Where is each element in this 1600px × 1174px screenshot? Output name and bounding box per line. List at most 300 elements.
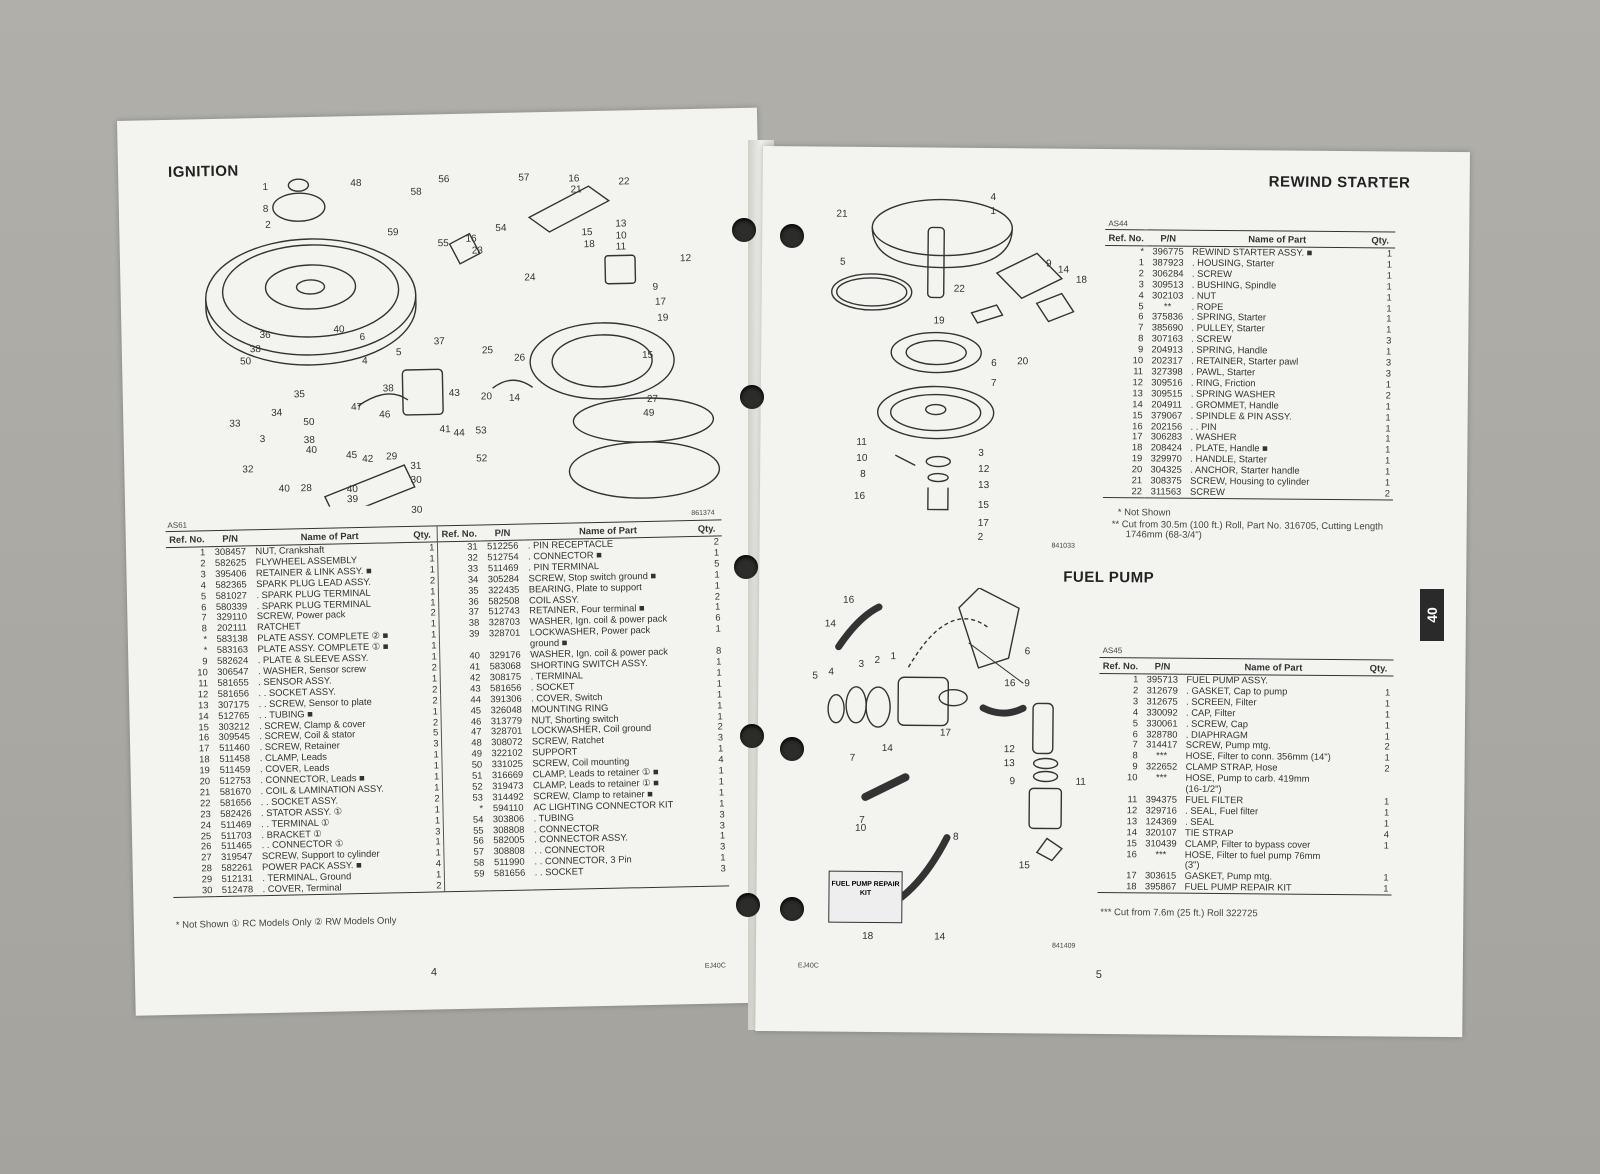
table-cell: CLAMP, Leads to retainer ① ■ (532, 765, 659, 780)
section-tab-label: 40 (1423, 607, 1440, 623)
callout: 7 (990, 377, 997, 390)
table-cell: 1 (1386, 247, 1393, 259)
col-name: Name of Part (524, 521, 691, 540)
table-cell: FUEL FILTER (1185, 793, 1244, 806)
callout: 16 (465, 233, 477, 245)
table-cell: 2 (200, 557, 206, 569)
table-cell: CLAMP STRAP, Hose (1185, 760, 1278, 773)
table-cell: 1 (429, 541, 435, 553)
table-cell: * (203, 633, 208, 645)
table-cell: HOSE, Filter to conn. 356mm (14") (1185, 750, 1331, 763)
callout: 18 (862, 930, 874, 942)
table-cell: 331025 (491, 757, 524, 770)
table-cell: 58 (444, 858, 487, 870)
callout: 8 (952, 831, 959, 843)
table-cell: . SCREW, Clamp & cover (259, 717, 366, 731)
callout: 38 (249, 344, 262, 356)
table-cell: 308808 (492, 823, 525, 835)
callout: 3 (978, 447, 984, 459)
right-page (755, 146, 1470, 1037)
callout: 33 (229, 418, 241, 430)
table-cell: . . PIN (1190, 420, 1217, 432)
table-cell: 28 (201, 862, 212, 874)
table-cell: *** (1155, 771, 1168, 783)
callout: 57 (518, 172, 530, 184)
callout: 14 (1057, 264, 1070, 276)
table-cell: 312679 (1146, 684, 1178, 696)
table-cell: 385690 (1151, 321, 1184, 334)
fuel-note: *** Cut from 7.6m (25 ft.) Roll 322725 (1100, 906, 1258, 920)
table-cell: (3") (1184, 859, 1200, 871)
table-cell: SCREW, Coil mounting (532, 755, 630, 769)
table-cell: SCREW, Ratchet (531, 734, 604, 747)
page-code: EJ40C (797, 962, 819, 970)
table-cell: 1 (1383, 806, 1390, 818)
callout: 30 (410, 474, 422, 486)
table-cell (488, 879, 532, 891)
table-cell: 1 (434, 814, 441, 826)
table-cell: 5 (432, 726, 439, 738)
table-cell: . NUT (1191, 289, 1217, 301)
repair-kit-box: FUEL PUMP REPAIR KIT (828, 871, 902, 924)
col-pn: P/N (1141, 658, 1183, 674)
callout: 21 (836, 208, 848, 220)
table-cell: 50 (442, 760, 485, 772)
table-cell: SCREW, Clamp to retainer ■ (532, 787, 653, 802)
table-cell: 25 (200, 829, 212, 841)
table-cell: 41 (440, 661, 483, 673)
table-cell: 11 (1127, 793, 1138, 805)
table-cell: 512743 (488, 605, 520, 617)
table-cell: 581655 (217, 676, 249, 688)
table-cell: 35 (439, 585, 482, 597)
callout: 14 (508, 392, 521, 404)
table-cell: WASHER, Ign. coil & power pack (529, 612, 668, 627)
table-cell: . CAP, Filter (1186, 706, 1236, 718)
callout: 6 (991, 357, 997, 370)
callout: 44 (453, 427, 465, 440)
table-cell: 1 (714, 600, 721, 613)
callout: 52 (476, 453, 488, 465)
callout: 29 (385, 451, 398, 463)
table-cell: 59 (445, 869, 488, 881)
callout: 3 (259, 433, 266, 446)
table-cell: 581656 (219, 796, 252, 808)
table-cell: 303615 (1144, 869, 1177, 881)
binder-hole (734, 555, 758, 579)
table-cell: 329970 (1150, 452, 1182, 464)
table-cell: . SPARK PLUG TERMINAL (256, 586, 371, 600)
table-cell: 1 (1386, 258, 1393, 270)
table-cell: 511458 (219, 752, 251, 765)
table-cell: 328703 (488, 616, 521, 628)
table-cell: 1 (430, 585, 436, 597)
table-cell: SCREW, Support to cylinder (261, 848, 380, 862)
table-cell: 512256 (486, 539, 519, 552)
table-cell: 2 (1384, 740, 1390, 752)
table-cell: . TERMINAL, Ground (262, 870, 352, 884)
table-cell: 512131 (221, 872, 253, 885)
callout: 14 (934, 931, 946, 943)
col-ref: Ref. No. (1099, 657, 1141, 673)
table-cell: 1 (1383, 817, 1390, 829)
table-cell: 1 (718, 764, 724, 776)
table-cell: 3 (719, 840, 726, 852)
table-row (1097, 881, 1391, 895)
table-cell: PLATE ASSY. COMPLETE ② ■ (257, 629, 389, 644)
table-cell: 208424 (1150, 441, 1183, 453)
table-cell: 1 (716, 655, 722, 667)
table-cell: . STATOR ASSY. ① (260, 805, 343, 818)
table-cell: 48 (442, 738, 485, 750)
table-cell: 1 (1384, 719, 1391, 731)
table-cell: 583163 (216, 643, 249, 656)
table-cell: 319547 (221, 850, 253, 863)
table-cell: 55 (444, 825, 487, 837)
table-cell: 1 (1386, 323, 1392, 335)
table-cell: 1 (1386, 280, 1392, 292)
table-cell: 4 (1138, 288, 1144, 300)
table-cell: . COVER, Leads (259, 761, 330, 775)
table-cell: NUT, Crankshaft (255, 543, 325, 557)
callout: 1 (262, 181, 269, 193)
table-cell: 1 (1384, 686, 1391, 698)
col-qty: Qty. (1363, 660, 1393, 676)
callout: 23 (471, 245, 484, 257)
callout: 40 (278, 483, 290, 495)
table-cell: 8 (715, 644, 722, 656)
table-cell: . CONNECTOR (533, 821, 600, 834)
table-cell: 20 (1131, 463, 1143, 475)
callout: 2 (874, 654, 881, 667)
table-cell: 1 (715, 622, 721, 634)
callout: 15 (641, 349, 654, 362)
table-cell: 309515 (1151, 387, 1183, 399)
binder-hole (780, 224, 804, 248)
table-cell: 1 (434, 781, 440, 793)
table-cell: . ANCHOR, Starter handle (1190, 463, 1300, 476)
table-cell: . SCREW (1191, 267, 1233, 279)
table-cell: . HANDLE, Starter (1190, 452, 1267, 465)
callout: 40 (305, 444, 318, 457)
table-row (1103, 486, 1393, 500)
table-cell: 582005 (493, 834, 525, 846)
table-cell: 1 (1133, 673, 1139, 685)
table-cell: 13 (197, 698, 209, 711)
callout: 5 (839, 256, 846, 268)
table-cell: LOCKWASHER, Power pack (529, 624, 651, 638)
table-cell: 1 (1384, 697, 1391, 709)
table-cell: 2 (414, 880, 445, 892)
table-cell: 202317 (1151, 354, 1183, 366)
table-cell: 308375 (1150, 474, 1182, 486)
callout: 11 (1075, 776, 1086, 788)
callout: 50 (239, 356, 252, 368)
callout: 14 (881, 743, 893, 755)
table-cell: 9 (1132, 760, 1138, 772)
table-cell: 314417 (1146, 738, 1178, 751)
table-cell: 1 (430, 628, 437, 640)
table-cell: 511469 (220, 817, 252, 830)
callout: 4 (361, 355, 368, 367)
fuel-table-code: AS45 (1102, 645, 1123, 656)
table-cell: . SPINDLE & PIN ASSY. (1190, 409, 1292, 422)
table-cell: 30 (173, 885, 215, 897)
table-cell: . RETAINER, Starter pawl (1191, 354, 1299, 367)
starter-note: ** Cut from 30.5m (100 ft.) Roll, Part No. 316705, Cutting Length (1111, 519, 1384, 533)
table-cell: LOCKWASHER, Coil ground (531, 722, 652, 736)
table-cell: SPARK PLUG LEAD ASSY. (256, 575, 372, 589)
col-qty: Qty. (407, 526, 438, 543)
table-cell: 27 (201, 851, 212, 863)
callout: 28 (300, 483, 312, 495)
table-cell: 3 (433, 737, 439, 749)
callout: 36 (259, 329, 271, 342)
table-cell: 1 (1384, 729, 1390, 742)
callout: 9 (1009, 776, 1016, 788)
table-cell: 396775 (1152, 245, 1184, 257)
table-cell: . CONNECTOR ■ (527, 548, 602, 562)
table-cell: 310439 (1145, 836, 1177, 849)
callout: 53 (475, 425, 487, 437)
callout: 45 (345, 450, 358, 462)
table-cell: 5 (1138, 299, 1144, 311)
callout: 17 (654, 296, 667, 308)
callout: 43 (448, 387, 461, 400)
table-cell: 17 (198, 742, 210, 754)
callout: 25 (481, 345, 494, 357)
table-cell: *** (1155, 847, 1167, 860)
table-cell: 1 (717, 709, 723, 722)
table-cell: . PLATE & SLEEVE ASSY. (257, 651, 369, 666)
table-cell: 1 (713, 546, 720, 558)
table-cell: 329110 (216, 610, 248, 623)
table-cell: . BUSHING, Spindle (1191, 278, 1277, 291)
table-cell: 1 (716, 666, 722, 678)
callout: 20 (1017, 356, 1029, 368)
table-cell: 11 (198, 677, 209, 689)
table-cell: . SEAL, Fuel filter (1185, 804, 1259, 817)
table-cell: 582426 (220, 807, 252, 819)
table-cell: 306284 (1152, 267, 1184, 279)
table-cell: 16 (1126, 847, 1137, 859)
table-cell: 1 (1138, 256, 1145, 268)
table-cell: 582625 (214, 556, 247, 568)
table-cell: 1 (716, 688, 723, 700)
table-cell: 305284 (487, 572, 520, 585)
table-cell: 512753 (219, 774, 251, 787)
ignition-title: IGNITION (167, 162, 239, 181)
table-cell: PLATE ASSY. COMPLETE ① ■ (257, 640, 389, 655)
table-cell: 16 (1132, 419, 1143, 431)
table-cell: 22 (199, 797, 211, 809)
table-cell: 313779 (490, 714, 523, 726)
table-cell: . TERMINAL (530, 669, 584, 682)
table-cell: 316669 (491, 768, 524, 781)
table-cell: 582624 (216, 654, 249, 667)
table-cell: 9 (202, 655, 208, 667)
table-cell: GASKET, Pump mtg. (1184, 870, 1273, 882)
table-cell: POWER PACK ASSY. ■ (261, 859, 362, 873)
table-cell: 1 (433, 748, 439, 760)
binder-hole (732, 218, 756, 242)
table-cell: 40 (440, 651, 483, 663)
table-cell: 1 (718, 786, 725, 798)
table-cell: 320107 (1145, 826, 1177, 838)
table-cell: 308808 (493, 844, 525, 857)
table-cell: . HOUSING, Starter (1191, 256, 1275, 269)
table-cell: RETAINER, Four terminal ■ (529, 602, 645, 616)
callout: 2 (977, 531, 984, 543)
table-cell: 3 (1385, 367, 1392, 379)
table-cell: 3 (435, 824, 441, 837)
table-cell: 5 (200, 589, 207, 601)
table-cell: (16-1/2") (1185, 782, 1222, 795)
table-cell: 18 (199, 753, 210, 765)
table-cell: FLYWHEEL ASSEMBLY (255, 553, 358, 568)
table-cell: 12 (1126, 804, 1138, 816)
table-cell: . . CONNECTOR ① (261, 837, 344, 851)
table-cell: 39 (440, 629, 483, 641)
table-cell: . PLATE, Handle ■ (1190, 442, 1268, 454)
table-cell: 581656 (217, 687, 250, 699)
table-cell: ground ■ (529, 636, 568, 649)
table-cell: 1 (719, 797, 725, 809)
table-cell: 1 (432, 705, 438, 717)
table-cell: 394375 (1145, 793, 1178, 805)
table-code: AS61 (167, 520, 188, 531)
callout: 27 (646, 393, 659, 405)
table-cell: 511459 (219, 763, 251, 776)
callout: 8 (262, 203, 269, 215)
table-cell: . DIAPHRAGM (1185, 728, 1248, 740)
callout: 17 (977, 517, 989, 529)
table-cell: 306547 (217, 665, 249, 677)
table-cell: 1 (433, 770, 440, 782)
table-cell: 1 (1384, 476, 1391, 488)
table-cell: 3 (719, 818, 725, 831)
table-cell: 512478 (215, 884, 259, 896)
table-cell: 309516 (1151, 376, 1183, 388)
table-cell: 375836 (1151, 310, 1184, 323)
table-cell: 204911 (1151, 398, 1183, 410)
callout: 13 (1003, 758, 1015, 770)
table-cell: 1 (1385, 400, 1391, 412)
table-cell: . PIN RECEPTACLE (527, 537, 614, 551)
callout: 9 (652, 281, 659, 293)
left-page (117, 108, 776, 1016)
table-cell: 1 (716, 677, 723, 689)
table-cell: SUPPORT (532, 745, 578, 758)
ignition-footnote: * Not Shown ① RC Models Only ② RW Models Only (175, 915, 397, 931)
table-cell: . SCREEN, Filter (1186, 695, 1257, 708)
table-cell: . . SOCKET (534, 865, 584, 878)
table-cell: 26 (200, 840, 212, 852)
table-cell: 14 (198, 709, 209, 722)
table-cell: 307175 (217, 698, 250, 710)
table-cell: 1 (435, 846, 441, 858)
table-cell: . SCREW, Coil & stator (259, 728, 356, 742)
table-cell: 11 (1133, 365, 1144, 377)
table-cell: MOUNTING RING (531, 701, 609, 715)
table-cell: 581656 (493, 866, 526, 879)
table-cell (699, 874, 729, 886)
table-cell: 12 (197, 687, 209, 700)
table-cell: 46 (441, 716, 484, 728)
table-cell: 330061 (1146, 716, 1178, 729)
table-cell: 1 (1386, 269, 1392, 281)
table-cell: * (203, 644, 208, 656)
callout: 8 (860, 468, 866, 480)
binder-hole (740, 385, 764, 409)
table-cell: . . SOCKET ASSY. (258, 685, 336, 698)
table-cell: * (1140, 245, 1145, 257)
table-cell: 3 (719, 808, 725, 820)
table-cell: 4 (1383, 828, 1390, 840)
callout: 18 (583, 239, 595, 251)
table-cell: 32 (438, 552, 481, 564)
table-cell: . COIL & LAMINATION ASSY. (260, 782, 384, 797)
col-name: Name of Part (1189, 230, 1365, 248)
callout: 58 (410, 186, 422, 198)
table-cell: 202111 (216, 621, 248, 634)
table-cell: 511460 (219, 741, 250, 754)
table-cell: 51 (443, 770, 486, 782)
table-cell: . SPARK PLUG TERMINAL (256, 597, 371, 611)
table-cell: . SCREW, Cap (1185, 717, 1249, 729)
callout: 16 (1004, 678, 1016, 690)
callout: 39 (346, 494, 359, 506)
col-pn: P/N (1147, 230, 1189, 246)
callout: 12 (978, 463, 990, 475)
table-cell: 24 (200, 818, 212, 831)
table-cell: 29 (201, 873, 213, 885)
table-cell: 1 (1385, 432, 1391, 444)
table-cell: BEARING, Plate to support (528, 580, 642, 595)
table-cell: 31 (438, 541, 481, 553)
table-cell: 38 (439, 618, 482, 630)
col-pn: P/N (480, 524, 525, 541)
table-cell: COIL ASSY. (528, 592, 580, 606)
callout: 32 (242, 464, 254, 476)
table-cell: 314492 (492, 790, 524, 803)
table-cell: ** (1163, 300, 1172, 312)
callout: 56 (438, 174, 450, 186)
table-cell: 303212 (218, 719, 250, 732)
table-cell: 3 (200, 568, 206, 580)
table-cell: 21 (199, 786, 211, 798)
table-cell: . ROPE (1191, 300, 1224, 312)
table-cell: 12 (1132, 376, 1144, 388)
table-cell: 43 (441, 683, 484, 695)
col-ref: Ref. No. (1105, 229, 1147, 245)
table-cell: . COVER, Terminal (259, 881, 414, 896)
table-cell: 7 (1138, 321, 1144, 333)
table-cell: . . SCREW, Sensor to plate (258, 695, 372, 709)
callout: 40 (346, 484, 359, 496)
table-cell: . SPRING, Starter (1191, 311, 1267, 323)
table-cell: 15 (1126, 836, 1137, 848)
callout: 34 (271, 407, 283, 419)
table-cell: 2 (432, 683, 438, 695)
table-cell: 1 (431, 650, 437, 662)
table-cell: 1 (1386, 312, 1392, 324)
table-cell: 1 (430, 617, 437, 629)
starter-note: 1746mm (68-3/4") (1125, 529, 1202, 541)
table-cell (445, 879, 488, 891)
table-cell: 19 (1131, 452, 1143, 464)
table-cell: 1 (1383, 839, 1389, 851)
